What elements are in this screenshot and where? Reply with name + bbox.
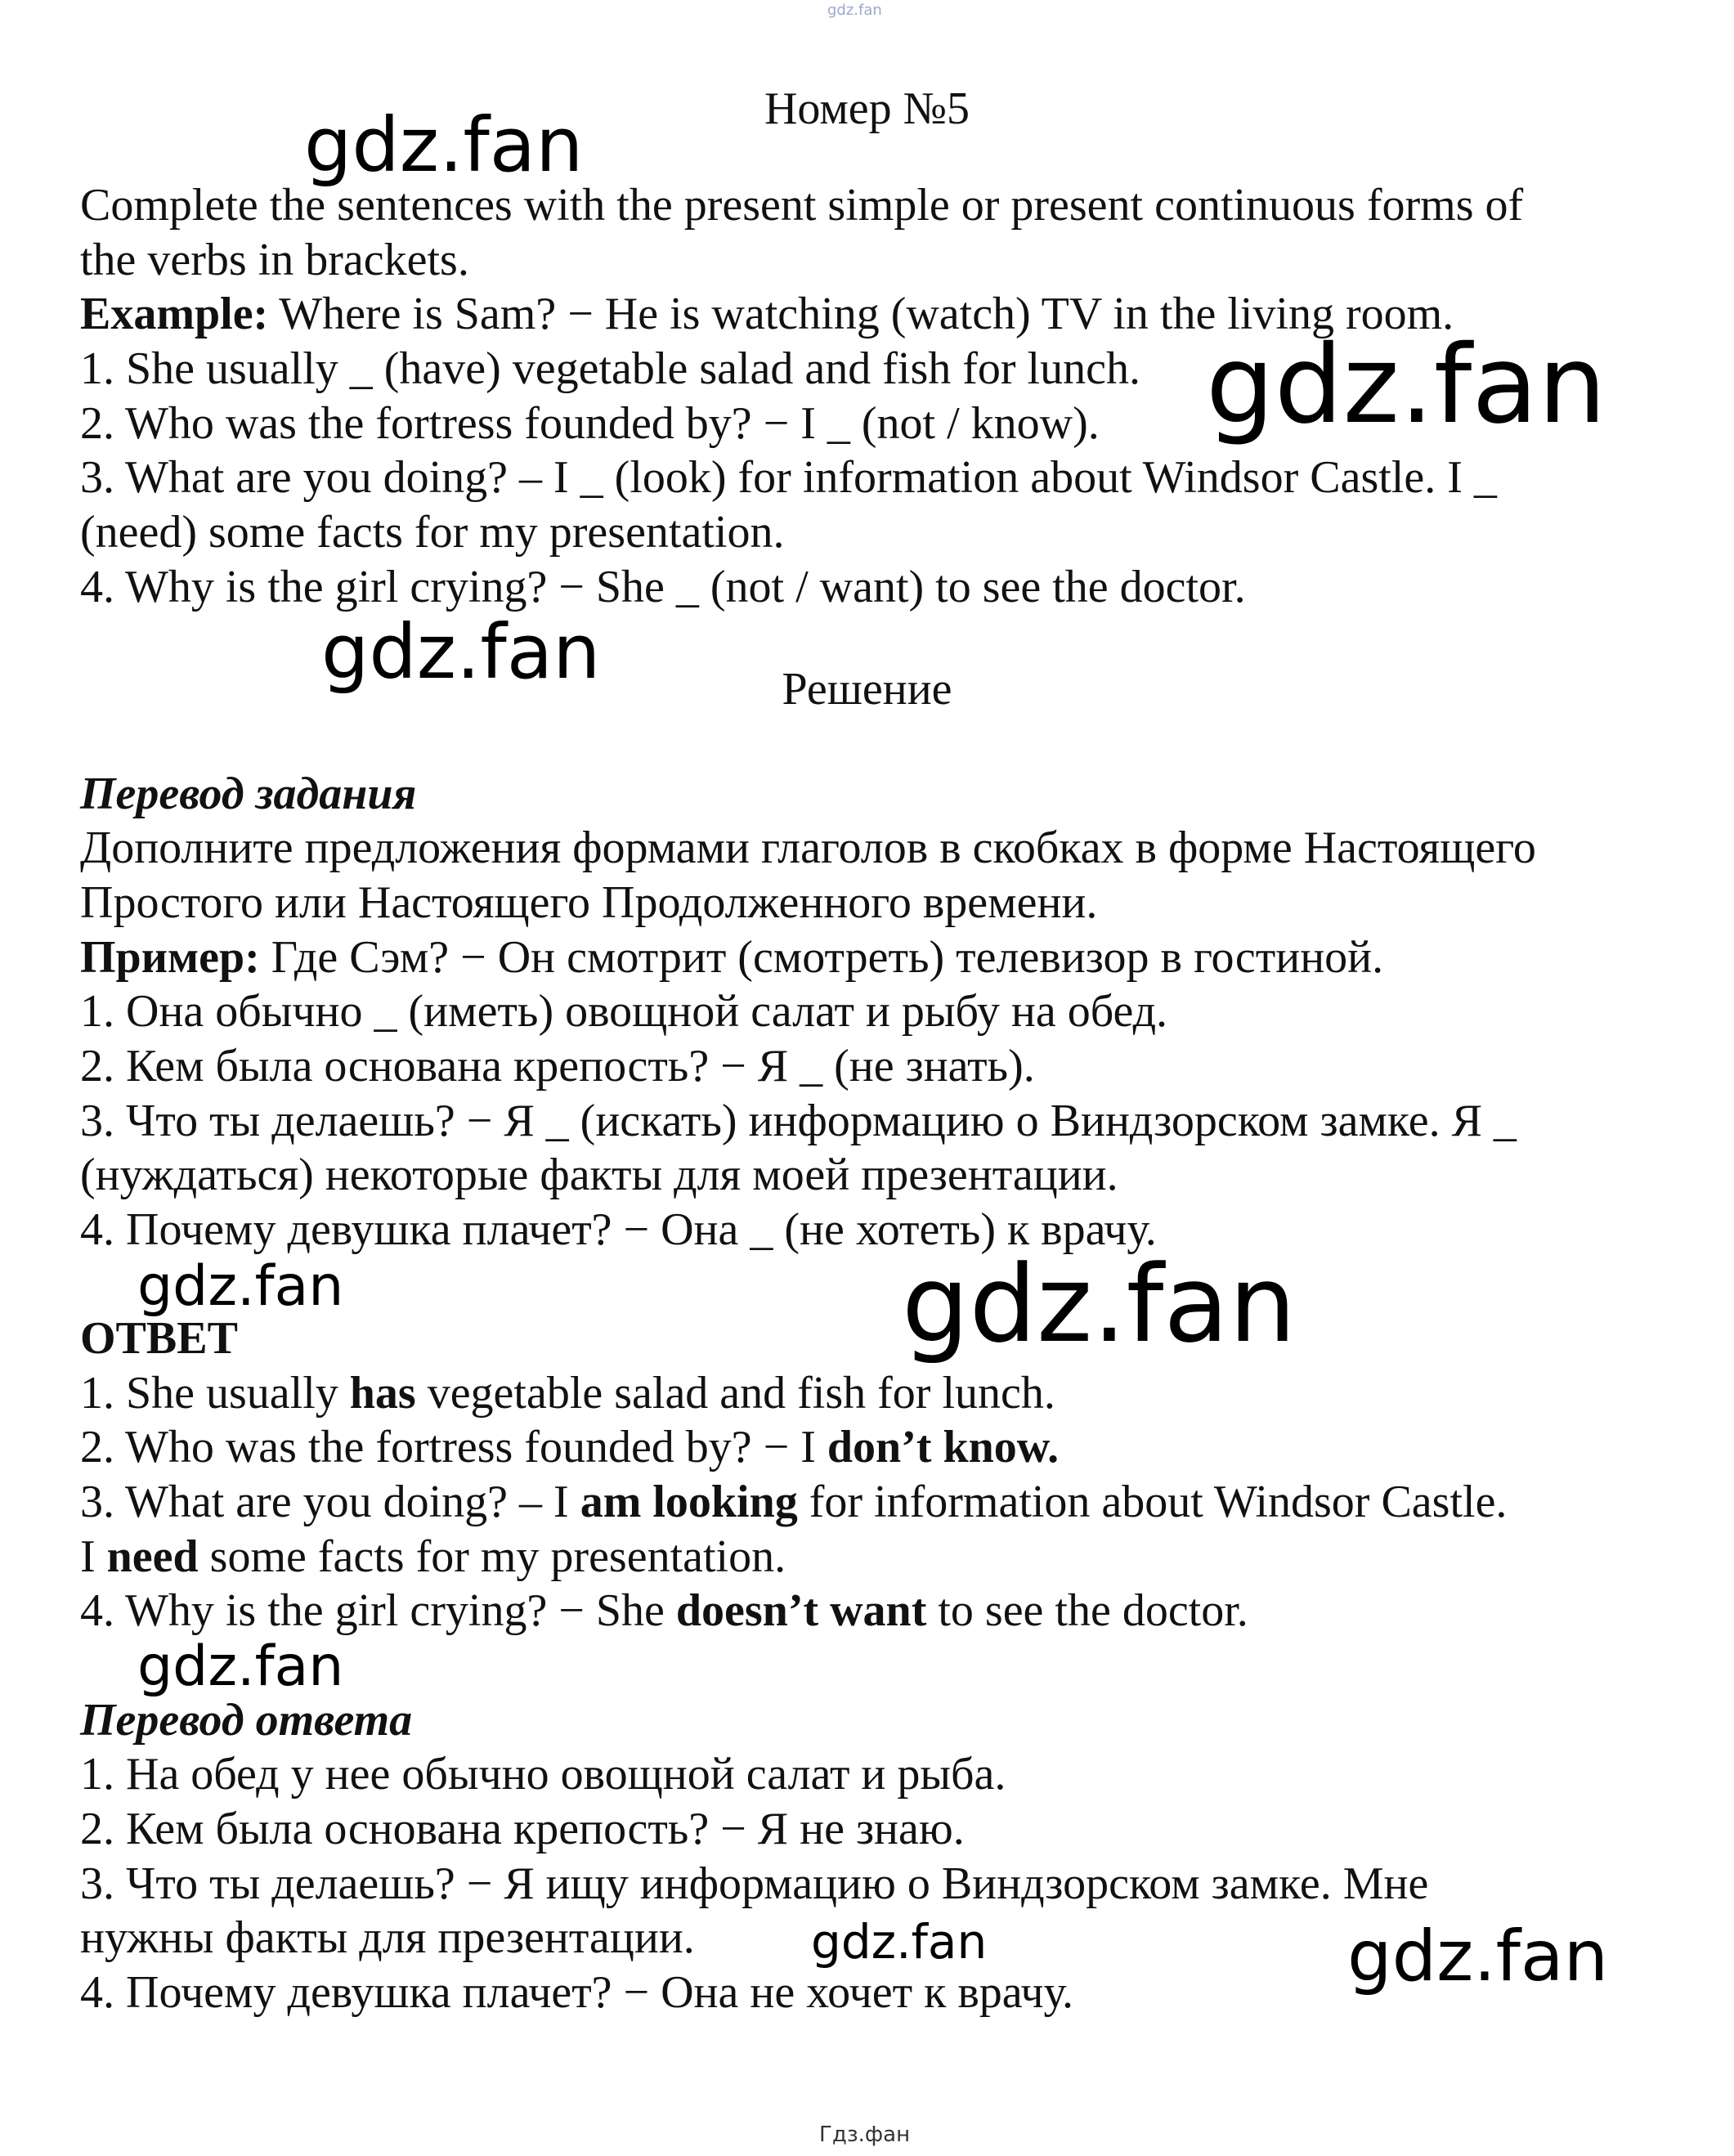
watermark: gdz.fan (902, 1242, 1297, 1366)
answer-verb: has (349, 1368, 416, 1419)
watermark: gdz.fan (811, 1914, 988, 1970)
answer-item (80, 1420, 1059, 1474)
watermark: gdz.fan (137, 1634, 344, 1699)
watermark-top: gdz.fan (827, 2, 882, 19)
answer-verb: doesn’t want (675, 1585, 927, 1636)
translation-task-item: 2. Кем была основана крепость? − Я _ (не знать). (80, 1041, 1035, 1091)
answer-text: 2. Who was the fortress founded by? − I (80, 1422, 827, 1472)
page-title: Номер №5 (764, 83, 970, 134)
example-text: Где Сэм? − Он смотрит (смотреть) телевизор в гостиной. (259, 932, 1384, 983)
answer-text: some facts for my presentation. (198, 1531, 786, 1582)
answer-text: 1. She usually (80, 1368, 350, 1419)
answer-text: I (80, 1531, 107, 1582)
answer-text: 3. What are you doing? – I (80, 1477, 580, 1527)
answer-item (80, 1530, 786, 1584)
answer-text: 4. Why is the girl crying? − She (80, 1585, 676, 1636)
task-item: 1. She usually _ (have) vegetable salad and fish for lunch. (80, 343, 1140, 394)
translation-answer-heading: Перевод ответа (80, 1695, 413, 1746)
watermark: gdz.fan (304, 101, 584, 189)
translation-task-example (80, 930, 1383, 984)
translation-task-item: (нуждаться) некоторые факты для моей презентации. (80, 1150, 1118, 1200)
translation-answer-item: 3. Что ты делаешь? − Я ищу информацию о Виндзорском замке. Мне (80, 1858, 1429, 1909)
translation-task-text: Дополните предложения формами глаголов в скобках в форме Настоящего (80, 823, 1536, 873)
watermark-footer: Гдз.фан (819, 2122, 911, 2147)
example-label: Пример: (80, 932, 260, 983)
task-example (80, 287, 1454, 341)
answer-text: for information about Windsor Castle. (797, 1477, 1508, 1527)
translation-answer-item: 4. Почему девушка плачет? − Она не хочет к врачу. (80, 1967, 1073, 2018)
watermark: gdz.fan (137, 1254, 344, 1319)
answer-heading: ОТВЕТ (80, 1313, 238, 1364)
task-text: Complete the sentences with the present simple or present continuous forms of (80, 180, 1524, 231)
answer-verb: am looking (580, 1477, 798, 1527)
translation-answer-item: нужны факты для презентации. (80, 1912, 695, 1963)
translation-task-text: Простого или Настоящего Продолженного времени. (80, 877, 1098, 928)
translation-task-item: 1. Она обычно _ (иметь) овощной салат и рыбу на обед. (80, 986, 1168, 1037)
answer-item (80, 1584, 1248, 1638)
solution-heading: Решение (782, 664, 952, 715)
task-item: 2. Who was the fortress founded by? − I _ (not / know). (80, 398, 1100, 449)
task-text: the verbs in brackets. (80, 235, 469, 285)
task-item: (need) some facts for my presentation. (80, 507, 785, 558)
answer-text: vegetable salad and fish for lunch. (415, 1368, 1055, 1419)
answer-item (80, 1475, 1507, 1529)
task-item: 4. Why is the girl crying? − She _ (not / want) to see the doctor. (80, 562, 1246, 612)
translation-task-heading: Перевод задания (80, 769, 417, 819)
example-text: Where is Sam? − He is watching (watch) TV in the living room. (268, 289, 1454, 339)
answer-item (80, 1366, 1055, 1420)
answer-text: to see the doctor. (926, 1585, 1248, 1636)
example-label: Example: (80, 289, 269, 339)
watermark: gdz.fan (1206, 322, 1606, 448)
translation-answer-item: 2. Кем была основана крепость? − Я не знаю. (80, 1804, 965, 1854)
task-item: 3. What are you doing? – I _ (look) for information about Windsor Castle. I _ (80, 452, 1497, 503)
watermark: gdz.fan (321, 608, 601, 696)
translation-answer-item: 1. На обед у нее обычно овощной салат и рыба. (80, 1749, 1006, 1800)
watermark: gdz.fan (1347, 1916, 1609, 1997)
answer-verb: don’t know. (827, 1422, 1060, 1472)
translation-task-item: 3. Что ты делаешь? − Я _ (искать) информацию о Виндзорском замке. Я _ (80, 1096, 1517, 1146)
answer-verb: need (106, 1531, 199, 1582)
translation-task-item: 4. Почему девушка плачет? − Она _ (не хотеть) к врачу. (80, 1204, 1157, 1255)
